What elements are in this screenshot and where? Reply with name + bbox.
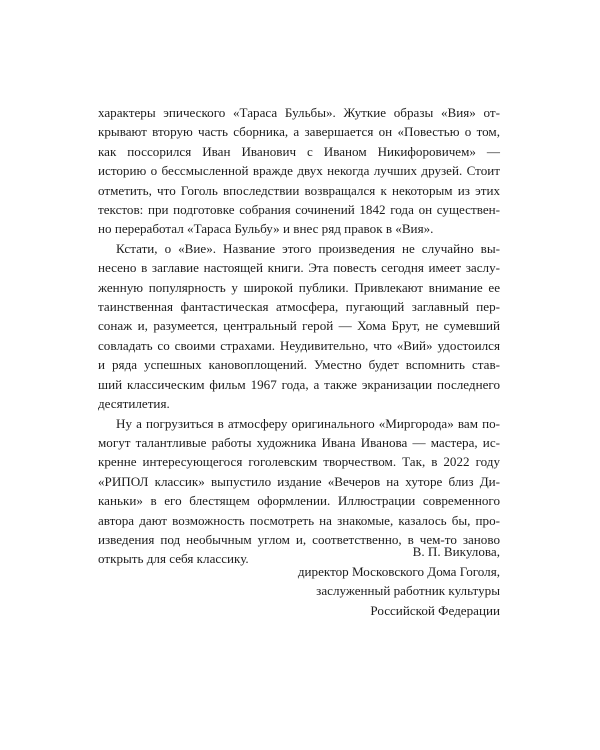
text-line: изведения под необычным углом и, соответственно, в чем-то заново — [98, 531, 500, 547]
text-line: сонаж и, разумеется, центральный герой — Хома Брут, не сумевший — [98, 318, 500, 334]
text-line: характеры эпического «Тараса Бульбы». Жуткие образы «Вия» от- — [98, 105, 500, 120]
text-line: кренне интересующегося гоголевским творчеством. Так, в 2022 году — [98, 454, 500, 470]
text-line: женную популярность у широкой публики. Привлекают внимание ее — [98, 279, 500, 295]
signature-position: директор Московского Дома Гоголя, — [297, 563, 500, 579]
text-line: крывают вторую часть сборника, а завершается он «Повестью о том, — [98, 124, 500, 140]
text-line: и ряда успешных кановоплощений. Уместно будет вспомнить став- — [98, 357, 500, 373]
text-line: отметить, что Гоголь впоследствии возвращался к некоторым из этих — [98, 182, 500, 198]
text-line: ший классическим фильм 1967 года, а также экранизации последнего — [98, 376, 500, 392]
paragraph-1 — [98, 103, 500, 239]
text-line: каньки» в его блестящем оформлении. Иллюстрации современного — [98, 493, 500, 509]
signature-block — [298, 542, 500, 620]
text-line: историю о бессмысленной вражде двух некогда лучших друзей. Стоит — [98, 163, 500, 179]
text-line: «РИПОЛ классик» выпустило издание «Вечеров на хуторе близ Ди- — [98, 473, 500, 489]
text-line: десятилетия. — [98, 396, 170, 412]
paragraph-2 — [98, 239, 500, 414]
signature-name: В. П. Викулова, — [412, 544, 500, 559]
body-text — [98, 103, 500, 569]
text-line: Ну а погрузиться в атмосферу оригинального «Миргорода» вам по- — [116, 415, 500, 431]
text-line: текстов: при подготовке собрания сочинений 1842 года он существен- — [98, 202, 500, 218]
text-line: открыть для себя классику. — [98, 551, 249, 567]
signature-title: заслуженный работник культуры — [316, 583, 500, 599]
signature-country: Российской Федерации — [370, 602, 500, 618]
text-line: автора дают возможность посмотреть на знакомые, казалось бы, про- — [98, 512, 500, 528]
text-line: но переработал «Тараса Бульбу» и внес ряд правок в «Вия». — [98, 221, 434, 237]
text-line: Кстати, о «Вие». Название этого произведения не случайно вы- — [116, 240, 500, 256]
text-line: совладать со своими страхами. Неудивительно, что «Вий» удостоился — [98, 337, 500, 353]
text-line: таинственная фантастическая атмосфера, пугающий заглавный пер- — [98, 299, 500, 315]
text-line: как поссорился Иван Иванович с Иваном Никифоровичем» — — [98, 143, 500, 159]
text-line: несено в заглавие настоящей книги. Эта повесть сегодня имеет заслу- — [98, 260, 500, 276]
text-line: могут талантливые работы художника Ивана Иванова — мастера, ис- — [98, 434, 500, 450]
